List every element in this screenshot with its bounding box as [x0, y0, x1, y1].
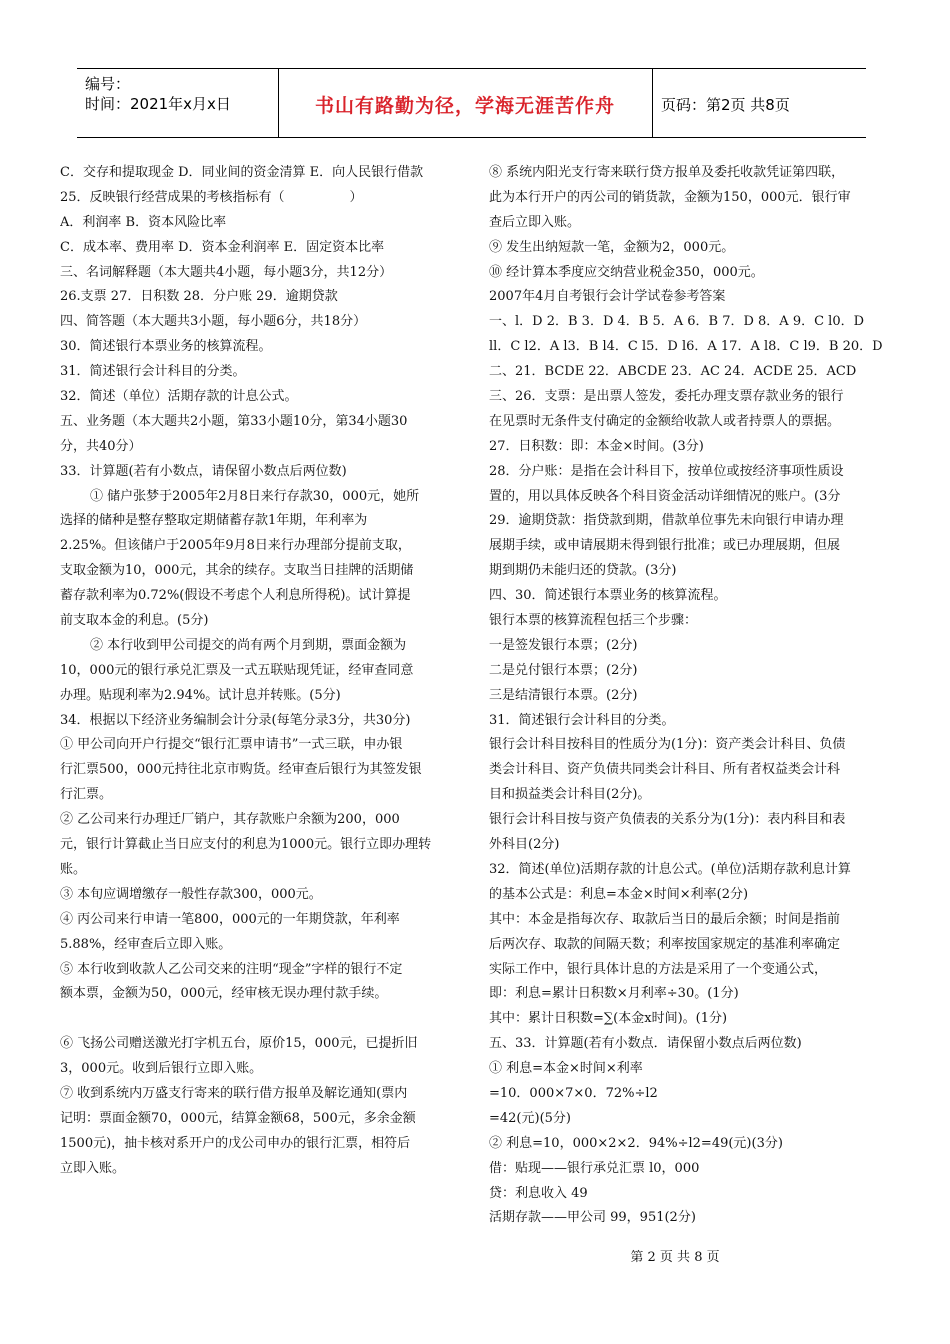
text-line: 行汇票500，000元持往北京市购货。经审查后银行为其签发银 [60, 762, 422, 778]
text-line: 分，共40分） [60, 438, 142, 454]
text-line [60, 1007, 460, 1032]
text-line: 3，000元。收到后银行立即入账。 [60, 1061, 263, 1077]
text-line: 34．根据以下经济业务编制会计分录(每笔分录3分，共30分) [60, 712, 411, 728]
text-line: C．交存和提取现金 D．同业间的资金清算 E．向人民银行借款 [60, 165, 424, 180]
text-line: ① 利息=本金×时间×利率 [489, 1061, 643, 1077]
text-line: 二是兑付银行本票；(2分) [489, 662, 638, 678]
page-footer: 第 2 页 共 8 页 [630, 1250, 720, 1265]
motto: 书山有路勤为径，学海无涯苦作舟 [314, 95, 615, 117]
text-line: 实际工作中，银行具体计息的方法是采用了一个变通公式， [489, 961, 828, 977]
text-line: ② 利息=10，000×2×2．94%÷l2=49(元)(3分) [489, 1135, 783, 1151]
text-line: 后两次存、取款的间隔天数；利率按国家规定的基准利率确定 [489, 936, 841, 952]
text-line: 四、简答题（本大题共3小题，每小题6分，共18分） [60, 314, 367, 330]
text-line: 前支取本金的利息。(5分) [60, 613, 209, 629]
text-line: ① 储户张梦于2005年2月8日来行存款30，000元，她所 [90, 488, 420, 504]
text-line: 五、33．计算题(若有小数点．请保留小数点后两位数) [489, 1036, 802, 1052]
text-line: 期到期仍未能归还的贷款。(3分) [489, 563, 677, 579]
text-line: ② 本行收到甲公司提交的尚有两个月到期，票面金额为 [90, 637, 407, 653]
text-line: 银行会计科目按科目的性质分为(1分)：资产类会计科目、负债 [489, 737, 846, 753]
text-line: 办理。贴现利率为2.94%。试计息并转账。(5分) [60, 687, 341, 703]
text-line: 活期存款——甲公司 99，951(2分) [489, 1210, 696, 1226]
text-line: 置的，用以具体反映各个科目资金活动详细情况的账户。(3分 [489, 488, 841, 504]
text-line: ll．C l2．A l3．B l4．C l5．D l6．A 17．A l8．C l9．B 20．D [489, 339, 883, 355]
text-line: =42(元)(5分) [489, 1110, 571, 1126]
text-line: 10，000元的银行承兑汇票及一式五联贴现凭证，经审查同意 [60, 662, 414, 678]
text-line: 元，银行计算截止当日应支付的利息为1000元。银行立即办理转 [60, 837, 432, 853]
page-header [77, 68, 866, 138]
text-line: 额本票，金额为50，000元，经审核无误办理付款手续。 [60, 986, 388, 1002]
text-line: 选择的储种是整存整取定期储蓄存款1年期，年利率为 [60, 513, 368, 529]
text-line: 28．分户账：是指在会计科目下，按单位或按经济事项性质设 [489, 463, 844, 479]
page-label: 页码：第2页 共8页 [661, 96, 790, 114]
text-line: 32．简述(单位)活期存款的计息公式。(单位)活期存款利息计算 [489, 861, 851, 877]
text-line: 立即入账。 [60, 1160, 126, 1176]
text-line: 2007年4月自考银行会计学试卷参考答案 [489, 289, 726, 305]
text-line: ④ 丙公司来行申请一笔800，000元的一年期贷款，年利率 [60, 911, 400, 927]
left-column [60, 161, 460, 1182]
text-line: 1500元)，抽卡核对系开户的戊公司申办的银行汇票，相符后 [60, 1135, 411, 1151]
text-line: 30．简述银行本票业务的核算流程。 [60, 339, 272, 355]
text-line: 贷：利息收入 49 [489, 1185, 588, 1201]
text-line: ⑤ 本行收到收款人乙公司交来的注明“现金”字样的银行不定 [60, 961, 403, 977]
text-line: 三是结清银行本票。(2分) [489, 687, 638, 703]
text-line: 银行本票的核算流程包括三个步骤： [489, 613, 698, 629]
text-line: 29．逾期贷款：指贷款到期，借款单位事先未向银行申请办理 [489, 513, 844, 529]
text-line: 在见票时无条件支付确定的金额给收款人或者持票人的票据。 [489, 413, 841, 429]
right-column [489, 161, 889, 1231]
text-line: 目和损益类会计科目(2分)。 [489, 787, 651, 803]
text-line: 蓄存款利率为0.72%(假设不考虑个人利息所得税)。试计算提 [60, 588, 411, 604]
text-line: 26.支票 27．日积数 28．分户账 29．逾期贷款 [60, 289, 338, 305]
text-line: ③ 本旬应调增缴存一般性存款300，000元。 [60, 886, 322, 902]
text-line: 借：贴现——银行承兑汇票 l0，000 [489, 1160, 700, 1176]
text-line: ① 甲公司向开户行提交“银行汇票申请书”一式三联，申办银 [60, 737, 403, 753]
text-line: 四、30．简述银行本票业务的核算流程。 [489, 588, 727, 604]
header-left-cell [77, 69, 279, 137]
text-line: =10．000×7×0．72%÷l2 [489, 1085, 658, 1101]
text-line: 一是签发银行本票；(2分) [489, 637, 638, 653]
text-line: ⑥ 飞扬公司赠送激光打字机五台，原价15，000元，已提折旧 [60, 1036, 418, 1052]
text-line: 31．简述银行会计科目的分类。 [60, 364, 246, 380]
text-line: 二、21．BCDE 22．ABCDE 23．AC 24．ACDE 25．ACD [489, 364, 857, 380]
text-line: 其中：累计日积数=∑(本金x时间)。(1分) [489, 1011, 728, 1027]
text-line: 银行会计科目按与资产负债表的关系分为(1分)：表内科目和表 [489, 812, 846, 828]
time-label: 时间：2021年x月x日 [85, 95, 231, 113]
text-line: 查后立即入账。 [489, 214, 581, 230]
text-line: 32．简述（单位）活期存款的计息公式。 [60, 389, 298, 405]
text-line: 支取金额为10，000元，其余的续存。支取当日挂牌的活期储 [60, 563, 414, 579]
text-line: ② 乙公司来行办理迁厂销户，其存款账户余额为200，000 [60, 812, 400, 828]
text-line: 此为本行开户的丙公司的销货款，金额为150，000元．银行审 [489, 189, 851, 205]
text-line: 三、名词解释题（本大题共4小题，每小题3分，共12分） [60, 264, 393, 280]
text-line: 记明：票面金额70，000元，结算金额68，500元，多余金额 [60, 1110, 416, 1126]
text-line: 25．反映银行经营成果的考核指标有（ ） [60, 189, 363, 205]
text-line: 31．简述银行会计科目的分类。 [489, 712, 675, 728]
text-line: A．利润率 B．资本风险比率 [60, 214, 227, 230]
text-line: 2.25%。但该储户于2005年9月8日来行办理部分提前支取， [60, 538, 411, 554]
text-line: ⑨ 发生出纳短款一笔，金额为2，000元。 [489, 239, 735, 255]
header-middle-cell [278, 69, 653, 137]
text-line: 的基本公式是：利息=本金×时间×利率(2分) [489, 886, 749, 902]
text-line: 类会计科目、资产负债共同类会计科目、所有者权益类会计科 [489, 762, 841, 778]
text-line: ⑧ 系统内阳光支行寄来联行贷方报单及委托收款凭证第四联， [489, 165, 845, 180]
number-label: 编号： [85, 75, 131, 93]
text-line: 账。 [60, 861, 87, 877]
text-line: 27．日积数：即：本金×时间。(3分) [489, 438, 704, 454]
text-line: 行汇票。 [60, 787, 113, 803]
text-line: 一、l．D 2．B 3．D 4．B 5．A 6．B 7．D 8．A 9．C l0．D [489, 314, 865, 330]
text-line: ⑩ 经计算本季度应交纳营业税金350，000元。 [489, 264, 764, 280]
text-line: 5.88%，经审查后立即入账。 [60, 936, 232, 952]
text-line: 33．计算题(若有小数点，请保留小数点后两位数) [60, 463, 347, 479]
text-line: 即：利息=累计日积数×月利率÷30。(1分) [489, 986, 739, 1002]
text-line: 展期手续，或申请展期未得到银行批准；或已办理展期，但展 [489, 538, 841, 554]
header-right-cell [653, 69, 866, 137]
text-line: 五、业务题（本大题共2小题，第33小题10分，第34小题30 [60, 413, 408, 429]
text-line: C．成本率、费用率 D．资本金利润率 E．固定资本比率 [60, 239, 385, 255]
text-line: ⑦ 收到系统内万盛支行寄来的联行借方报单及解讫通知(票内 [60, 1086, 408, 1102]
text-line: 三、26．支票：是出票人签发，委托办理支票存款业务的银行 [489, 389, 844, 405]
text-line: 外科目(2分) [489, 837, 560, 853]
text-line: 其中：本金是指每次存、取款后当日的最后余额；时间是指前 [489, 911, 841, 927]
